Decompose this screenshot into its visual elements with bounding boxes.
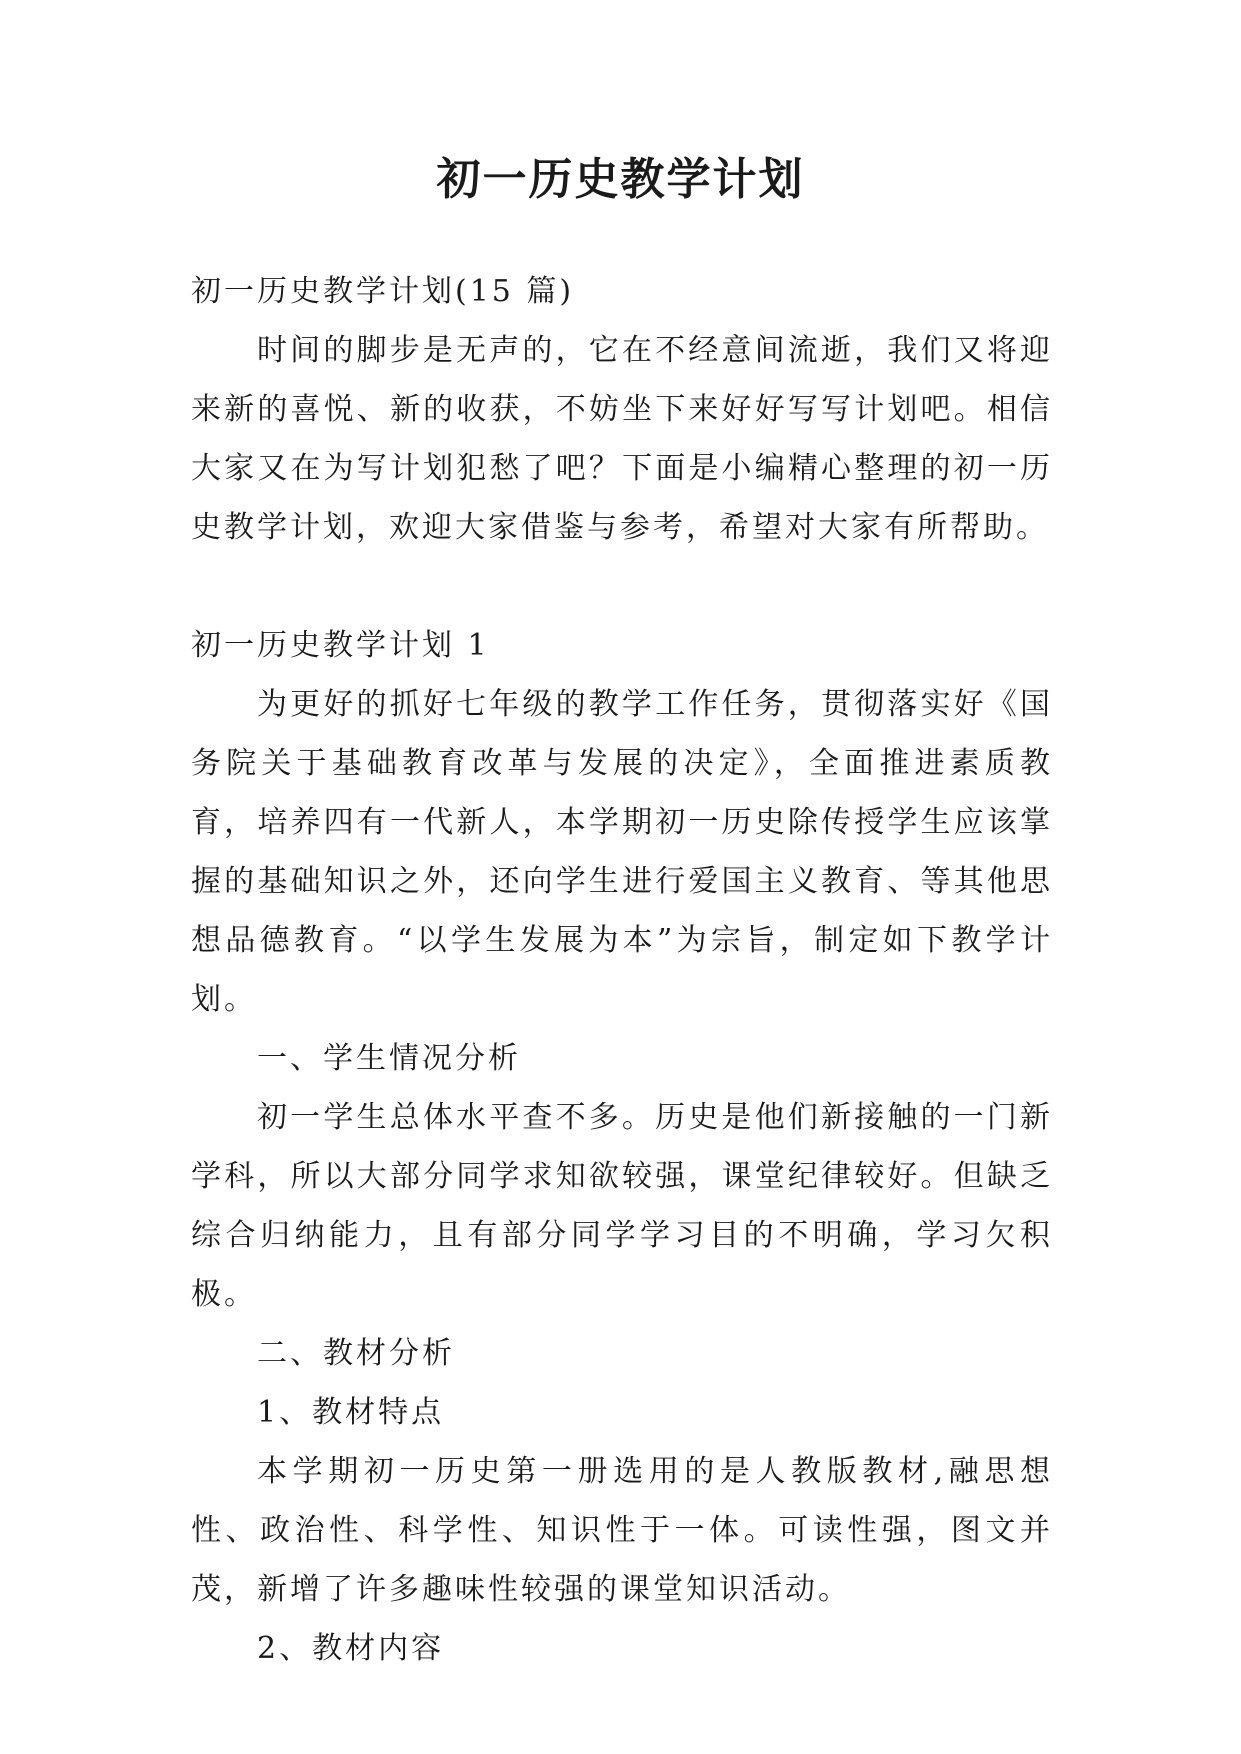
paragraph: 初一学生总体水平查不多。历史是他们新接触的一门新学科，所以大部分同学求知欲较强，课堂纪律较好。但缺乏综合归纳能力，且有部分同学学习目的不明确，学习欠积极。 bbox=[191, 1100, 1053, 1312]
document-body bbox=[191, 262, 1053, 1678]
intro-paragraph: 时间的脚步是无声的，它在不经意间流逝，我们又将迎来新的喜悦、新的收获，不妨坐下来好好写写计划吧。相信大家又在为写计划犯愁了吧？下面是小编精心整理的初一历史教学计划，欢迎大家借鉴与参考，希望对大家有所帮助。 bbox=[191, 333, 1053, 545]
subsection-heading: 一、学生情况分析 bbox=[257, 1041, 521, 1076]
paragraph: 为更好的抓好七年级的教学工作任务，贯彻落实好《国务院关于基础教育改革与发展的决定》，全面推进素质教育，培养四有一代新人，本学期初一历史除传授学生应该掌握的基础知识之外，还向学生进行爱国主义教育、等其他思想品德教育。“以学生发展为本”为宗旨，制定如下教学计划。 bbox=[191, 687, 1053, 1017]
subsection-heading: 二、教材分析 bbox=[257, 1336, 455, 1371]
paragraph-gap bbox=[191, 557, 1053, 616]
paragraph: 本学期初一历史第一册选用的是人教版教材,融思想性、政治性、科学性、知识性于一体。可读性强，图文并茂，新增了许多趣味性较强的课堂知识活动。 bbox=[191, 1454, 1053, 1607]
section-heading: 初一历史教学计划 1 bbox=[191, 628, 490, 663]
subsection-heading: 1、教材特点 bbox=[257, 1395, 445, 1430]
section-heading: 初一历史教学计划(15 篇) bbox=[191, 274, 575, 309]
document-title: 初一历史教学计划 bbox=[436, 154, 805, 205]
subsection-heading: 2、教材内容 bbox=[257, 1631, 445, 1666]
